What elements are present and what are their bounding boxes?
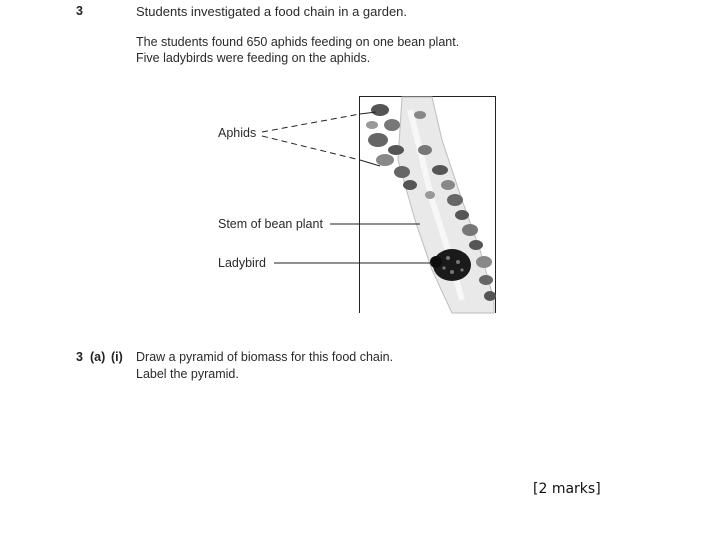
question-line-1: The students found 650 aphids feeding on one bean plant. <box>136 35 460 49</box>
part-instruction-2: Label the pyramid. <box>136 367 239 381</box>
part-number: 3 <box>76 350 83 364</box>
question-number: 3 <box>76 4 83 18</box>
question-line-2: Five ladybirds were feeding on the aphids. <box>136 51 371 65</box>
label-ladybird: Ladybird <box>218 256 266 270</box>
marks-indicator: [2 marks] <box>533 481 601 497</box>
part-instruction-1: Draw a pyramid of biomass for this food chain. <box>136 350 394 364</box>
part-sub-label: (i) <box>111 350 123 364</box>
label-aphids: Aphids <box>218 126 257 140</box>
question-title: Students investigated a food chain in a garden. <box>136 4 408 19</box>
label-stem: Stem of bean plant <box>218 217 323 231</box>
part-label: (a) <box>90 350 106 364</box>
